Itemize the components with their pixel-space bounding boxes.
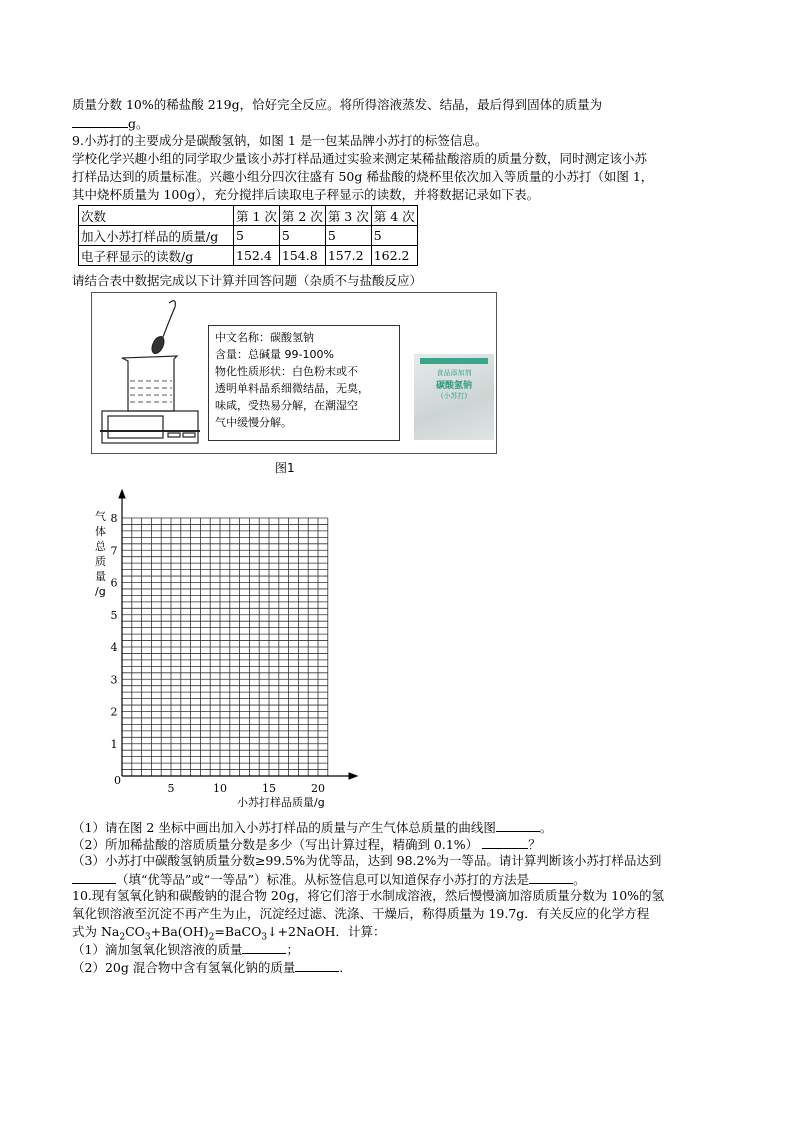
label-line: 含量：总碱量 99-100% — [215, 348, 334, 361]
text-line: 请结合表中数据完成以下计算并回答问题（杂质不与盐酸反应） — [72, 273, 423, 288]
x-tick-label: 10 — [213, 782, 227, 795]
header-cell: 第 4 次 — [371, 206, 417, 226]
answer-blank[interactable] — [482, 835, 528, 849]
question-9-2 — [72, 835, 541, 853]
label-line: 味咸，受热易分解，在潮湿空 — [215, 399, 358, 412]
x-tick-label: 5 — [167, 782, 175, 795]
question-9-3-cont — [72, 870, 586, 888]
x-axis-arrow-icon — [349, 773, 357, 779]
figure-1 — [91, 292, 497, 454]
bag-text: (小苏打) — [440, 392, 468, 400]
y-axis-label: 气体总质量/g — [95, 510, 106, 598]
label-line: 中文名称：碳酸氢钠 — [215, 331, 314, 344]
y-tick-label: 5 — [110, 608, 118, 622]
table-cell: 152.4 — [234, 246, 280, 266]
answer-blank[interactable] — [72, 870, 116, 884]
table-cell: 电子秤显示的读数/g — [79, 246, 234, 266]
table-cell: 5 — [325, 226, 371, 246]
question-text: （2）20g 混合物中含有氢氧化钠的质量 — [72, 960, 296, 975]
y-tick-label: 6 — [110, 576, 118, 590]
table-cell: 154.8 — [279, 246, 325, 266]
product-bag-photo — [414, 354, 494, 440]
y-tick-label: 7 — [110, 544, 118, 558]
y-tick-label: 8 — [110, 512, 118, 525]
question-9-intro: 9.小苏打的主要成分是碳酸氢钠，如图 1 是一包某品牌小苏打的标签信息。 — [72, 133, 488, 148]
question-text: （1）滴加氢氧化钡溶液的质量 — [72, 942, 243, 957]
question-9-3: （3）小苏打中碳酸氢钠质量分数≥99.5%为优等品，达到 98.2%为一等品。请计算判断该小苏打样品达到 — [72, 853, 662, 868]
spoon-icon — [163, 301, 175, 337]
header-cell: 第 1 次 — [234, 206, 280, 226]
data-table — [78, 205, 418, 266]
x-tick-label: 15 — [262, 782, 276, 795]
table-cell: 157.2 — [325, 246, 371, 266]
text-line: 学校化学兴趣小组的同学取少量该小苏打样品通过实验来测定某稀盐酸溶质的质量分数，同时测定该小苏 — [72, 151, 648, 166]
question-10: 10.现有氢氧化钠和碳酸钠的混合物 20g，将它们溶于水制成溶液，然后慢慢滴加溶质质量分数为 10%的氢 — [72, 888, 665, 903]
question-text: （1）请在图 2 坐标中画出加入小苏打样品的质量与产生气体总质量的曲线图 — [72, 820, 496, 835]
coordinate-grid-chart — [0, 488, 794, 818]
text-line: 其中烧杯质量为 100g），充分搅拌后读取电子秤显示的读数，并将数据记录如下表。 — [72, 187, 540, 202]
text-line: 质量分数 10%的稀盐酸 219g，恰好完全反应。将所得溶液蒸发、结晶，最后得到固体的质量为 — [72, 97, 603, 112]
header-cell: 第 2 次 — [279, 206, 325, 226]
punct: ？ — [528, 837, 541, 852]
answer-blank[interactable] — [529, 870, 573, 884]
table-header-row — [79, 206, 418, 226]
product-label-box — [208, 325, 400, 441]
table-cell: 5 — [279, 226, 325, 246]
answer-blank[interactable] — [242, 940, 286, 954]
table-row — [79, 246, 418, 266]
beaker-scale-illustration — [92, 293, 202, 453]
table-cell: 5 — [371, 226, 417, 246]
y-tick-label: 3 — [110, 673, 118, 687]
punct: 。 — [573, 872, 586, 887]
text-line: 打样品达到的质量标准。兴趣小组分四次往盛有 50g 稀盐酸的烧杯里依次加入等质量的小苏打（如图 1， — [72, 169, 654, 184]
answer-blank[interactable] — [496, 818, 540, 832]
question-10-2 — [72, 958, 352, 976]
table-cell: 162.2 — [371, 246, 417, 266]
label-line: 气中缓慢分解。 — [215, 416, 292, 429]
punct: 。 — [539, 820, 553, 835]
answer-blank[interactable] — [295, 958, 339, 972]
question-text: 式为 — [72, 924, 101, 939]
y-tick-label: 2 — [110, 705, 118, 719]
header-cell: 第 3 次 — [325, 206, 371, 226]
bag-text: 食品添加剂 — [436, 369, 472, 377]
bag-text: 碳酸氢钠 — [435, 381, 472, 391]
chemical-equation: $Na_2CO_3+Ba(OH)_2=BaCO_3↓+2NaOH$ — [100, 924, 336, 943]
figure-caption: 图1 — [275, 461, 295, 475]
question-9-1 — [72, 818, 552, 836]
text-line: 氧化钡溶液至沉淀不再产生为止，沉淀经过滤、洗涤、干燥后，称得质量为 19.7g．有关反应的化学方程 — [72, 906, 650, 921]
header-cell: 次数 — [79, 206, 234, 226]
x-tick-label: 20 — [311, 782, 325, 795]
punct: ； — [286, 942, 299, 957]
question-10-1 — [72, 940, 299, 958]
question-text: （2）所加稀盐酸的溶质质量分数是多少（写出计算过程，精确到 0.1%） — [72, 837, 479, 852]
y-tick-label: 4 — [110, 641, 118, 654]
unit: g。 — [128, 116, 149, 131]
origin-label: 0 — [114, 774, 121, 787]
text-line — [72, 114, 149, 132]
table-cell: 5 — [234, 226, 280, 246]
question-text: （填“优等品”或“一等品”）标准。从标签信息可以知道保存小苏打的方法是 — [116, 872, 530, 887]
x-axis-label: 小苏打样品质量/g — [237, 796, 325, 809]
y-axis-arrow-icon — [119, 490, 125, 498]
label-line: 透明单料晶系细微结晶，无臭， — [215, 382, 369, 395]
grid-lines — [122, 518, 328, 776]
label-line: 物化性质形状：白色粉末或不 — [215, 365, 358, 378]
question-text: ．计算： — [335, 924, 386, 939]
table-row — [79, 226, 418, 246]
answer-blank[interactable] — [72, 114, 128, 128]
punct: ． — [339, 960, 352, 975]
y-tick-label: 1 — [110, 737, 118, 751]
table-cell: 加入小苏打样品的质量/g — [79, 226, 234, 246]
